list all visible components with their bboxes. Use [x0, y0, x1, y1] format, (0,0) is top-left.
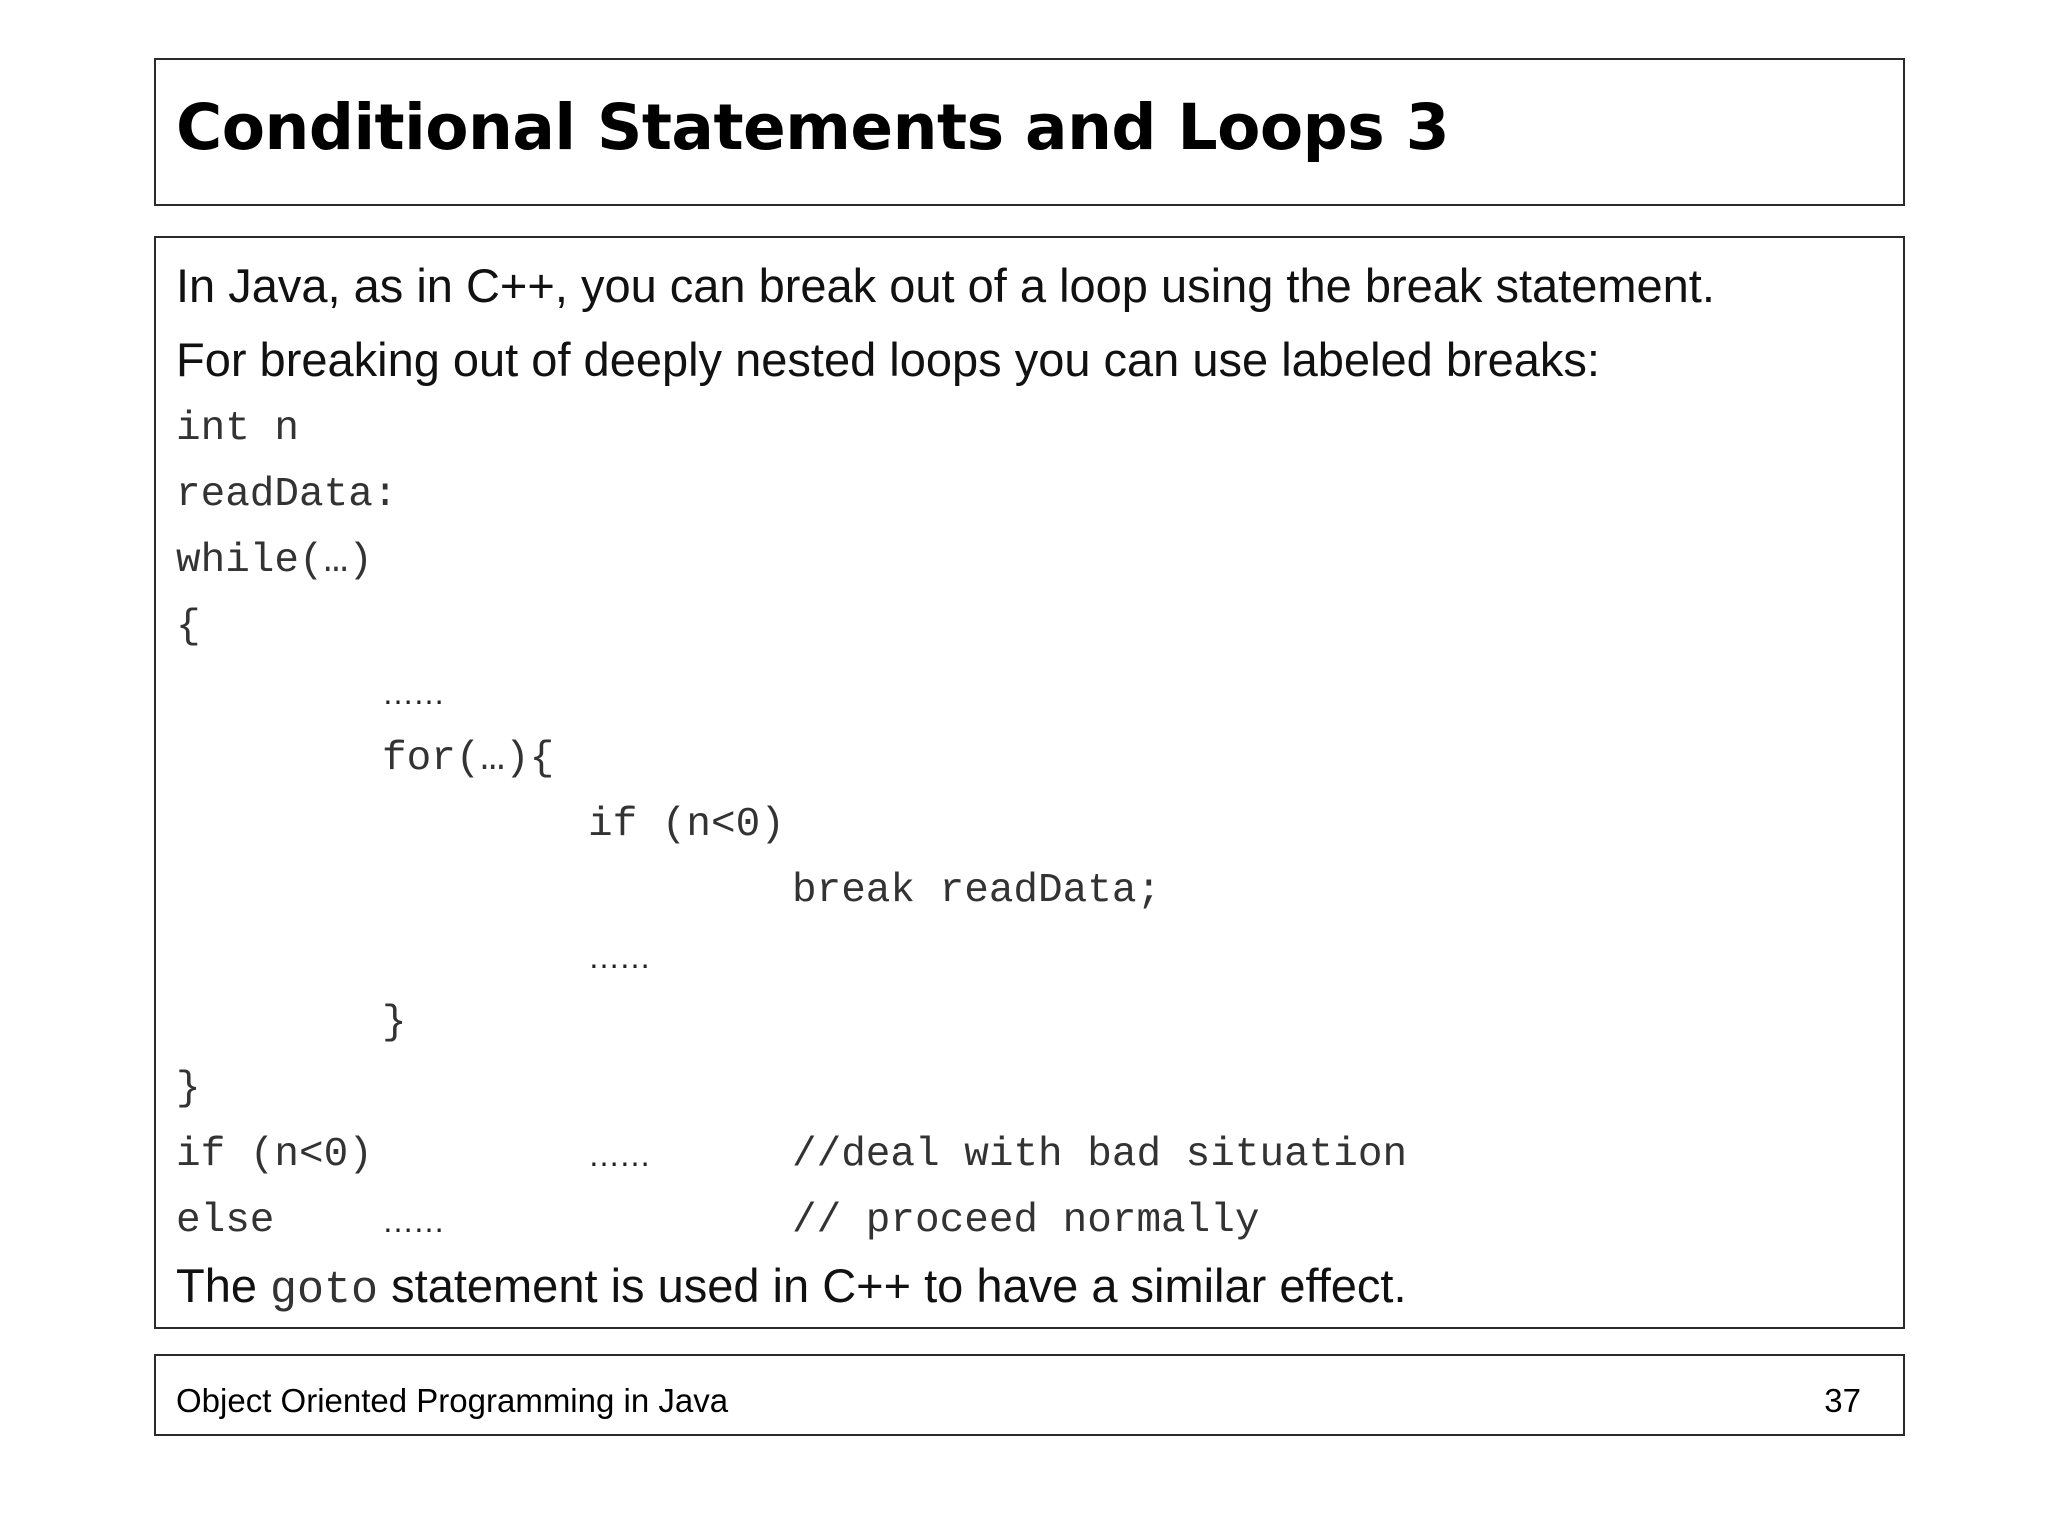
intro-text-line-2: For breaking out of deeply nested loops you can use labeled breaks:	[176, 333, 1600, 386]
slide-title: Conditional Statements and Loops 3	[176, 91, 1450, 164]
code-ellipsis-if-after: ……	[588, 1137, 650, 1173]
code-line-while: while(…)	[176, 538, 373, 584]
slide-footer-box	[154, 1354, 1905, 1436]
code-line-break: break readData;	[792, 868, 1162, 914]
code-line-for: for(…){	[382, 736, 555, 782]
code-line-ellipsis-inner: ……	[588, 939, 650, 975]
code-line-else: else	[176, 1198, 275, 1244]
closing-text-line	[176, 1258, 1407, 1319]
page-number: 37	[1824, 1382, 1861, 1419]
code-line-if-after: if (n<0)	[176, 1132, 373, 1178]
closing-text-after: statement is used in C++ to have a similar effect.	[378, 1259, 1407, 1312]
slide-content-box	[154, 236, 1905, 1329]
code-comment-proceed: // proceed normally	[792, 1198, 1260, 1244]
footer-course-title: Object Oriented Programming in Java	[176, 1382, 729, 1419]
slide-title-box	[154, 58, 1905, 206]
code-line-close-for: }	[382, 1000, 407, 1046]
code-line-open-brace: {	[176, 604, 201, 650]
code-ellipsis-else: ……	[382, 1203, 444, 1239]
closing-text-before: The	[176, 1259, 271, 1312]
intro-text-line-1: In Java, as in C++, you can break out of a loop using the break statement.	[176, 259, 1715, 312]
code-line-ellipsis-outer: ……	[382, 675, 444, 711]
code-comment-bad-situation: //deal with bad situation	[792, 1132, 1408, 1178]
code-line-if-inner: if (n<0)	[588, 802, 785, 848]
goto-keyword: goto	[270, 1265, 379, 1316]
code-line-declaration: int n	[176, 406, 300, 452]
code-line-close-while: }	[176, 1066, 201, 1112]
code-line-label: readData:	[176, 472, 398, 518]
